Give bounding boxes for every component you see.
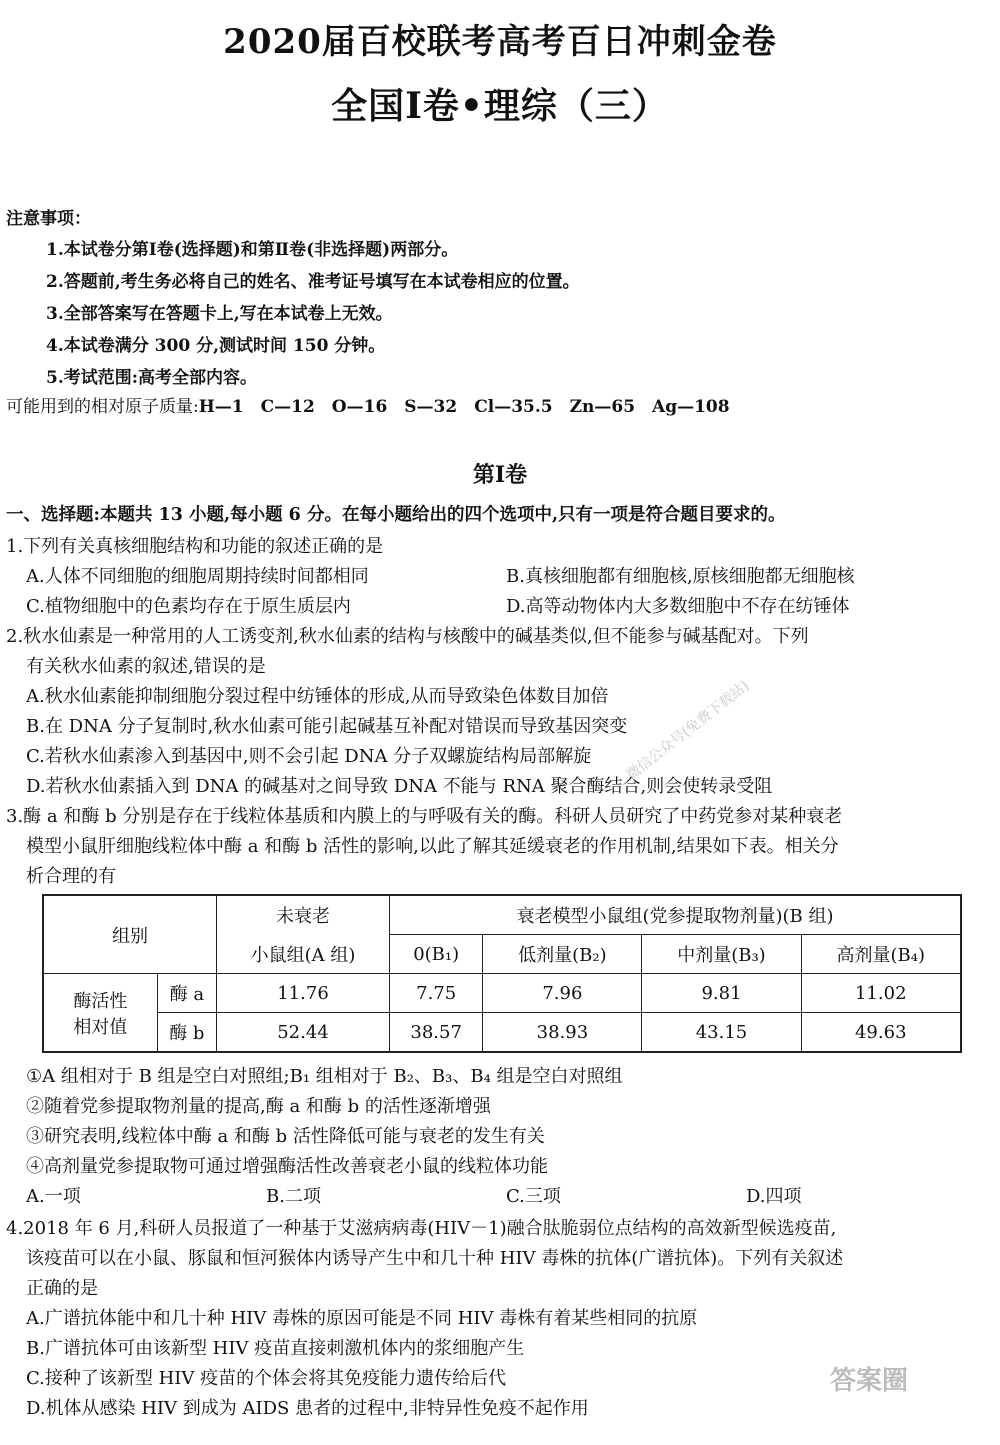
option-c: C.植物细胞中的色素均存在于原生质层内	[26, 596, 351, 617]
table-cell: 7.75	[390, 974, 483, 1013]
table-cell: 11.76	[217, 974, 390, 1013]
table-cell: 11.02	[801, 974, 961, 1013]
question-stem: 3.酶 a 和酶 b 分别是存在于线粒体基质和内膜上的与呼吸有关的酶。科研人员研究了中药党参对某种衰老	[6, 806, 843, 827]
question-1	[6, 532, 986, 622]
notice-item: 1.本试卷分第Ⅰ卷(选择题)和第Ⅱ卷(非选择题)两部分。	[46, 240, 459, 260]
table-cell: 52.44	[217, 1013, 390, 1053]
part-heading: 一、选择题:本题共 13 小题,每小题 6 分。在每小题给出的四个选项中,只有一项是符合题目要求的。	[6, 505, 786, 525]
question-stem-cont: 有关秋水仙素的叙述,错误的是	[26, 656, 266, 677]
atomic-mass-line	[6, 392, 730, 422]
question-stem-cont: 模型小鼠肝细胞线粒体中酶 a 和酶 b 活性的影响,以此了解其延缓衰老的作用机制,结果如下表。相关分	[26, 836, 839, 857]
question-stem: 2.秋水仙素是一种常用的人工诱变剂,秋水仙素的结构与核酸中的碱基类似,但不能参与碱基配对。下列	[6, 626, 809, 647]
table-col-header: 高剂量(B₄)	[801, 935, 961, 974]
option-a: A.秋水仙素能抑制细胞分裂过程中纺锤体的形成,从而导致染色体数目加倍	[26, 686, 609, 707]
option-c: C.接种了该新型 HIV 疫苗的个体会将其免疫能力遗传给后代	[26, 1368, 507, 1389]
watermark: 微信公众号(免费下载站)	[623, 678, 753, 784]
question-stem: 4.2018 年 6 月,科研人员报道了一种基于艾滋病病毒(HIV－1)融合肽脆弱位点结构的高效新型候选疫苗,	[6, 1218, 837, 1239]
exam-title: 2020届百校联考高考百日冲刺金卷	[223, 22, 777, 62]
statement-3: ③研究表明,线粒体中酶 a 和酶 b 活性降低可能与衰老的发生有关	[26, 1126, 545, 1147]
option-b: B.在 DNA 分子复制时,秋水仙素可能引起碱基互补配对错误而导致基因突变	[26, 716, 628, 737]
table-col-header: 低剂量(B₂)	[483, 935, 642, 974]
notice-item: 4.本试卷满分 300 分,测试时间 150 分钟。	[46, 336, 386, 356]
site-logo: 答案圈	[830, 1366, 909, 1396]
option-b: B.真核细胞都有细胞核,原核细胞都无细胞核	[506, 566, 855, 587]
table-row-label-line2: 相对值	[73, 1016, 128, 1038]
statement-4: ④高剂量党参提取物可通过增强酶活性改善衰老小鼠的线粒体功能	[26, 1156, 548, 1177]
option-b: B.二项	[266, 1186, 321, 1207]
question-stem-cont: 该疫苗可以在小鼠、豚鼠和恒河猴体内诱导产生中和几十种 HIV 毒株的抗体(广谱抗体)。下列有关叙述	[26, 1248, 844, 1269]
section-title: 第Ⅰ卷	[472, 462, 528, 488]
table-cell: 7.96	[483, 974, 642, 1013]
notice-item: 5.考试范围:高考全部内容。	[46, 368, 258, 388]
data-table	[42, 894, 962, 1053]
option-d: D.高等动物体内大多数细胞中不存在纺锤体	[506, 596, 850, 617]
table-cell: 49.63	[801, 1013, 961, 1053]
statement-1: ①A 组相对于 B 组是空白对照组;B₁ 组相对于 B₂、B₃、B₄ 组是空白对照组	[26, 1066, 623, 1087]
table-enzyme-a: 酶 a	[157, 974, 216, 1013]
notice-item: 2.答题前,考生务必将自己的姓名、准考证号填写在本试卷相应的位置。	[46, 272, 580, 292]
option-a: A.一项	[26, 1186, 81, 1207]
table-col-header: 0(B₁)	[390, 935, 483, 974]
table-cell: 38.93	[483, 1013, 642, 1053]
question-2	[6, 622, 986, 802]
option-a: A.广谱抗体能中和几十种 HIV 毒株的原因可能是不同 HIV 毒株有着某些相同的抗原	[26, 1308, 698, 1329]
table-header-a-line2: 小鼠组(A 组)	[217, 935, 390, 974]
option-d: D.四项	[746, 1186, 802, 1207]
question-3-stem	[6, 802, 986, 892]
table-header-b: 衰老模型小鼠组(党参提取物剂量)(B 组)	[390, 895, 962, 935]
table-cell: 43.15	[642, 1013, 801, 1053]
statement-2: ②随着党参提取物剂量的提高,酶 a 和酶 b 的活性逐渐增强	[26, 1096, 491, 1117]
table-cell: 38.57	[390, 1013, 483, 1053]
atomic-mass-label: 可能用到的相对原子质量:	[6, 397, 199, 417]
notice-item: 3.全部答案写在答题卡上,写在本试卷上无效。	[46, 304, 393, 324]
table-enzyme-b: 酶 b	[157, 1013, 216, 1053]
table-col-header: 中剂量(B₃)	[642, 935, 801, 974]
question-stem-cont: 正确的是	[26, 1278, 98, 1299]
question-stem: 1.下列有关真核细胞结构和功能的叙述正确的是	[6, 536, 384, 557]
option-d: D.机体从感染 HIV 到成为 AIDS 患者的过程中,非特异性免疫不起作用	[26, 1398, 589, 1419]
option-b: B.广谱抗体可由该新型 HIV 疫苗直接刺激机体内的浆细胞产生	[26, 1338, 525, 1359]
notice-section	[6, 204, 986, 394]
table-header-a-line1: 未衰老	[217, 895, 390, 935]
table-header-group: 组别	[43, 895, 217, 974]
option-c: C.三项	[506, 1186, 561, 1207]
option-a: A.人体不同细胞的细胞周期持续时间都相同	[26, 566, 369, 587]
option-c: C.若秋水仙素渗入到基因中,则不会引起 DNA 分子双螺旋结构局部解旋	[26, 746, 592, 767]
table-row-label-line1: 酶活性	[73, 990, 128, 1012]
question-stem-cont: 析合理的有	[26, 866, 116, 887]
atomic-mass-values: H—1 C—12 O—16 S—32 Cl—35.5 Zn—65 Ag—108	[198, 397, 730, 417]
exam-subtitle: 全国Ⅰ卷•理综（三）	[331, 85, 669, 127]
table-cell: 9.81	[642, 974, 801, 1013]
table-row-label	[43, 974, 157, 1053]
option-d: D.若秋水仙素插入到 DNA 的碱基对之间导致 DNA 不能与 RNA 聚合酶结合,则会使转录受阻	[26, 776, 773, 797]
notice-heading: 注意事项：	[6, 209, 91, 229]
question-3-statements	[6, 1062, 986, 1212]
